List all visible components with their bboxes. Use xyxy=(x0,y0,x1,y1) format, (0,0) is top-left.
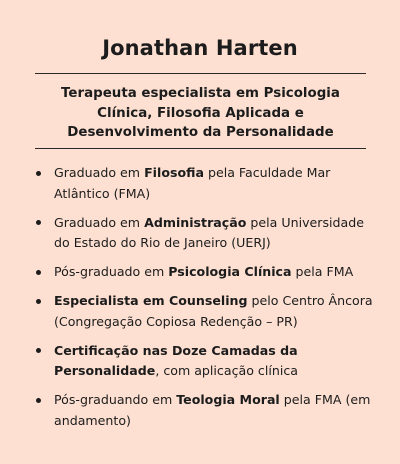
credential-suffix: pela FMA xyxy=(291,264,354,279)
credential-item-clinical-psychology xyxy=(36,262,376,283)
credential-highlight: Certificação nas Doze Camadas da Personalidade xyxy=(54,342,298,378)
credential-suffix: , com aplicação clínica xyxy=(155,363,298,378)
bullet-icon xyxy=(36,299,41,304)
credential-highlight: Teologia Moral xyxy=(176,392,280,407)
credential-item-personality-layers xyxy=(36,341,376,382)
credential-suffix: pelo Centro Âncora (Congregação Copiosa Redenção – PR) xyxy=(54,293,373,329)
bullet-icon xyxy=(36,348,41,353)
credential-suffix: pela Universidade do Estado do Rio de Janeiro (UERJ) xyxy=(54,214,364,250)
credential-item-counseling xyxy=(36,291,376,332)
credential-highlight: Psicologia Clínica xyxy=(168,264,292,279)
credential-prefix: Graduado em xyxy=(54,165,145,180)
bullet-icon xyxy=(36,171,41,176)
credential-prefix: Graduado em xyxy=(54,214,145,230)
credential-highlight: Filosofia xyxy=(144,165,204,180)
credential-highlight: Administração xyxy=(144,214,247,230)
bullet-icon xyxy=(36,220,41,225)
divider-bottom xyxy=(35,148,366,149)
credential-prefix: Pós-graduando em xyxy=(54,392,177,407)
credential-suffix: pela Faculdade Mar Atlântico (FMA) xyxy=(54,165,331,201)
profile-subtitle: Terapeuta especialista em Psicologia Clínica, Filosofia Aplicada e Desenvolvimento da Personalidade xyxy=(61,86,340,140)
bullet-icon xyxy=(36,398,41,403)
credential-item-administration xyxy=(36,213,376,254)
credential-item-moral-theology xyxy=(36,390,376,431)
credential-prefix: Pós-graduado em xyxy=(54,264,169,279)
credential-suffix: pela FMA (em andamento) xyxy=(54,392,371,428)
divider-top xyxy=(35,73,366,74)
credentials-list xyxy=(36,163,376,440)
profile-name: Jonathan Harten xyxy=(102,36,298,60)
bullet-icon xyxy=(36,270,41,275)
credential-highlight: Especialista em Counseling xyxy=(54,293,248,308)
credential-item-philosophy xyxy=(36,163,376,204)
